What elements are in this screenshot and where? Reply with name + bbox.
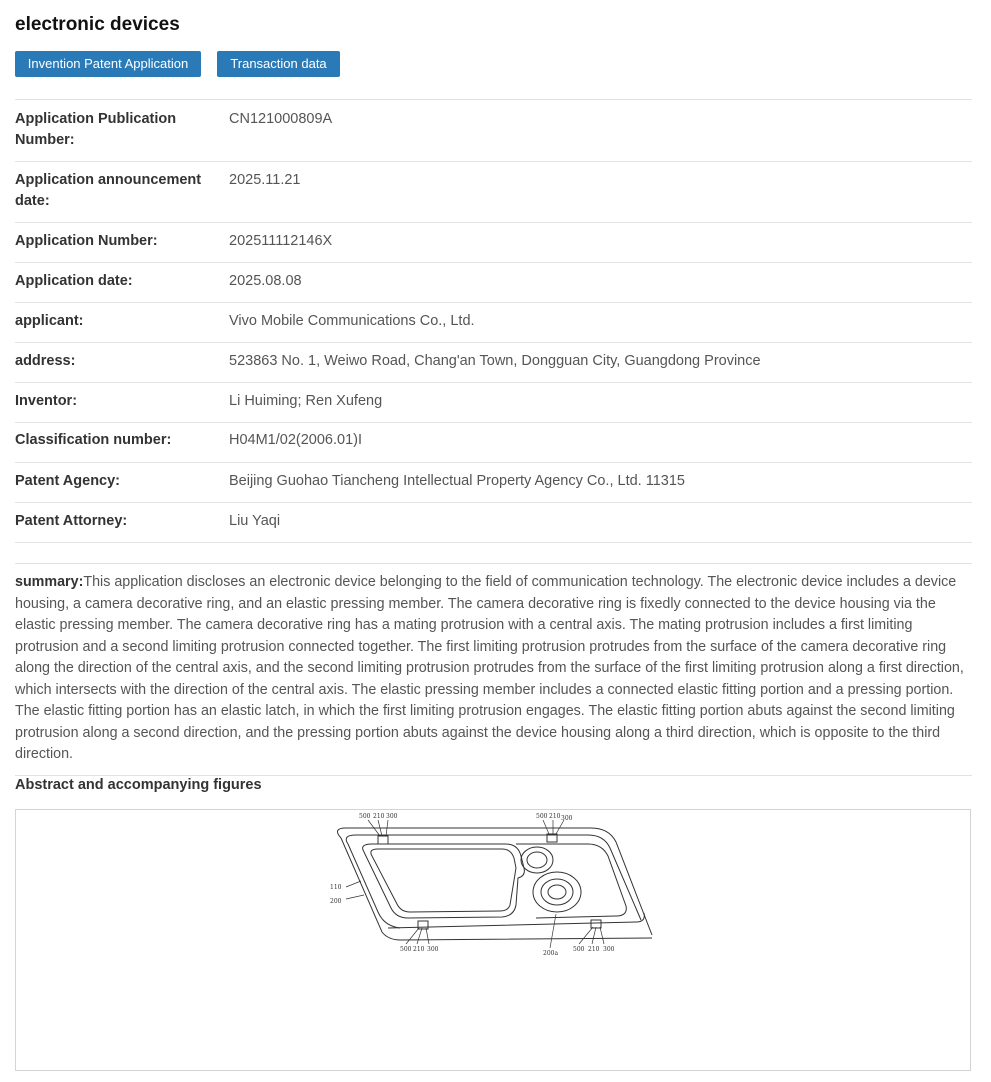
field-label: Inventor: xyxy=(15,393,78,409)
field-label: applicant: xyxy=(15,313,84,329)
leader-lines xyxy=(550,914,556,948)
camera-ring-large xyxy=(533,872,581,912)
camera-ring-small xyxy=(521,847,553,873)
field-label: address: xyxy=(15,353,76,369)
callout-label: 210 xyxy=(413,946,425,953)
field-label: Application announcement date: xyxy=(15,172,202,209)
leader-lines xyxy=(543,820,564,834)
field-label: Application date: xyxy=(15,273,133,289)
field-value: H04M1/02(2006.01)I xyxy=(229,432,362,448)
row-classification-number xyxy=(15,423,972,463)
patent-drawing-figure xyxy=(16,810,970,1070)
callout-label: 300 xyxy=(561,815,573,822)
leader-lines xyxy=(579,927,604,944)
invention-patent-application-button[interactable]: Invention Patent Application xyxy=(15,51,201,77)
patent-info-table xyxy=(15,99,972,543)
callout-label: 200 xyxy=(330,898,342,905)
row-address xyxy=(15,343,972,383)
summary-block xyxy=(15,572,975,766)
clip-bottom-right xyxy=(591,920,601,928)
field-value: 523863 No. 1, Weiwo Road, Chang'an Town, Dongguan City, Guangdong Province xyxy=(229,353,761,369)
divider xyxy=(15,775,972,776)
camera-lens-small xyxy=(527,852,547,868)
screen-panel xyxy=(363,844,525,918)
field-value: Li Huiming; Ren Xufeng xyxy=(229,393,383,409)
housing-edge xyxy=(348,844,400,928)
screen-inner xyxy=(371,849,516,912)
callout-label: 500 xyxy=(573,946,585,953)
row-inventor xyxy=(15,383,972,423)
field-label: Application Publication Number: xyxy=(15,111,177,148)
callout-label: 210 xyxy=(373,813,385,820)
row-applicant xyxy=(15,303,972,343)
field-value: Liu Yaqi xyxy=(229,513,281,529)
row-application-number xyxy=(15,223,972,263)
callout-label: 210 xyxy=(588,946,600,953)
row-patent-agency xyxy=(15,463,972,503)
divider xyxy=(15,563,972,564)
summary-label: summary: xyxy=(15,574,84,590)
callout-label: 500 xyxy=(536,813,548,820)
leader-lines xyxy=(406,928,429,944)
figures-title: Abstract and accompanying figures xyxy=(15,777,262,793)
field-value: CN121000809A xyxy=(229,111,333,127)
field-value: 2025.08.08 xyxy=(229,273,302,289)
page-title: electronic devices xyxy=(15,14,180,35)
field-label: Application Number: xyxy=(15,233,158,249)
camera-lens-large xyxy=(541,879,573,905)
row-application-date xyxy=(15,263,972,303)
field-value: 2025.11.21 xyxy=(229,172,301,188)
callout-label: 300 xyxy=(603,946,615,953)
row-announcement-date xyxy=(15,162,972,223)
callout-label: 500 xyxy=(400,946,412,953)
clip-bottom-left xyxy=(418,921,428,929)
housing-outline xyxy=(341,838,652,940)
transaction-data-button[interactable]: Transaction data xyxy=(217,51,340,77)
field-value: 202511112146X xyxy=(229,233,333,249)
callout-label: 300 xyxy=(427,946,439,953)
row-publication-number xyxy=(15,100,972,162)
figure-box xyxy=(15,809,971,1071)
clip-top-left xyxy=(378,836,388,844)
summary-text: This application discloses an electronic device belonging to the field of communication technology. The electronic device includes a device housing, a camera decorative ring, and an elastic pressing member. The camera decorative ring is fixedly connected to the device housing via the elastic pressing member. The camera decorative ring has a mating protrusion with a central axis. The mating protrusion includes a first limiting protrusion and a second limiting protrusion connected together. The first limiting protrusion protrudes from the surface of the camera decorative ring along the direction of the central axis, and the second limiting protrusion protrudes from the surface of the first limiting protrusion along a first direction, which intersects with the direction of the central axis. The elastic pressing member includes a connected elastic fitting portion and a pressing portion. The elastic fitting portion has an elastic latch, in which the first limiting protrusion engages. The elastic fitting portion abuts against the second limiting protrusion along a second direction, and the pressing portion abuts against the device housing along a third direction, which is opposite to the third direction. xyxy=(15,574,964,762)
camera-module xyxy=(516,844,626,918)
callout-label: 500 xyxy=(359,813,371,820)
callout-label: 300 xyxy=(386,813,398,820)
field-label: Patent Attorney: xyxy=(15,513,128,529)
callout-label: 200a xyxy=(543,950,559,957)
field-label: Patent Agency: xyxy=(15,473,121,489)
callout-label: 210 xyxy=(549,813,561,820)
field-label: Classification number: xyxy=(15,432,172,448)
field-value: Vivo Mobile Communications Co., Ltd. xyxy=(229,313,475,329)
callout-label: 110 xyxy=(330,884,342,891)
row-patent-attorney xyxy=(15,503,972,543)
field-value: Beijing Guohao Tiancheng Intellectual Property Agency Co., Ltd. 11315 xyxy=(229,473,685,489)
camera-lens-core xyxy=(548,885,566,899)
